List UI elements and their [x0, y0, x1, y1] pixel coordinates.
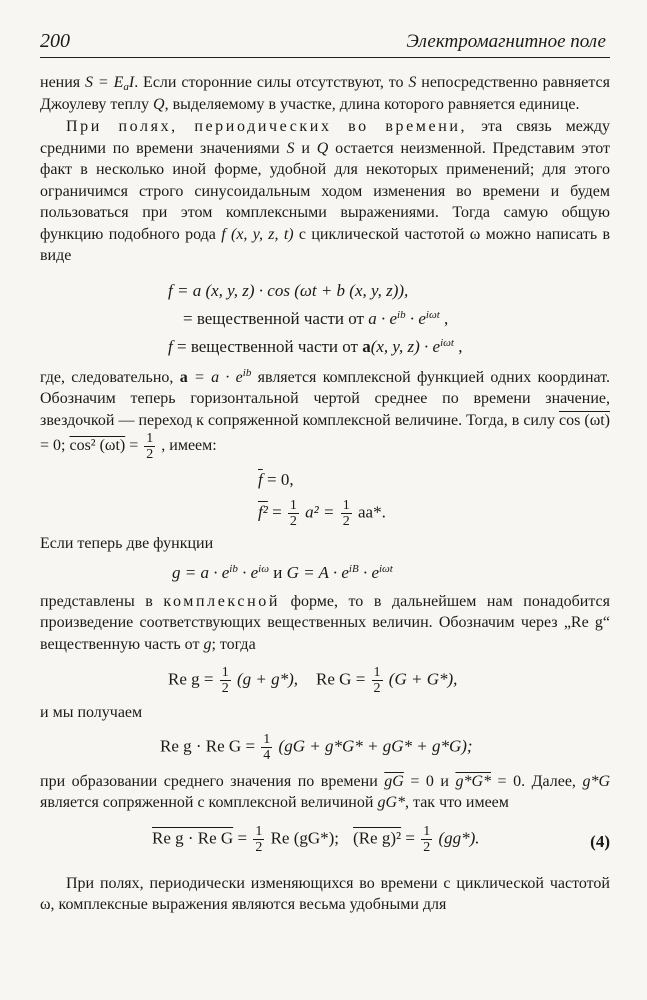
page-number: 200: [40, 30, 70, 52]
equation-real-part-2: f = вещественной части от a(x, y, $z) \cdot e^{i\omega t}$ ,: [168, 336, 463, 356]
running-title: Электромагнитное поле: [406, 31, 606, 52]
equation-f-cos: f = a (x, y, z) · cos (ωt + b (x, y, z)),: [168, 280, 409, 300]
equation-f-squared-mean: f² = $\frac{1}{2}$ a² = $\frac{1}{2}$ aa*.: [258, 498, 386, 529]
paragraph-5: представлены в комплексной форме, то в дальнейшем нам понадобится произведение соответствующих вещественных величин. Обозначим через „Re g“ вещественную часть от g; тогда: [40, 592, 610, 653]
paragraph-1: нения $S = E_aI$. Если сторонние силы отсутствуют, то S непосредственно равняется Джоулеву теплу Q, выделяемому в участке, длина которого равняется единице.: [40, 74, 611, 113]
paragraph-6: и мы получаем: [40, 704, 143, 721]
equation-f-mean-zero: $\overline{f} = 0$,: [258, 470, 294, 489]
paragraph-2: При полях, периодических во времени, эта связь между средними по времени значениями S и Q остается неизменной. Представим этот факт в несколько иной форме, удобной для некоторых применений; для этого ограничимся строго синусоидальным ходом изменения во времени и будем пользоваться при этом комплексными выражениями. Тогда самую общую функцию подобного рода f (x, y, z, t) с циклической частотой ω можно написать в виде: [40, 118, 611, 264]
paragraph-7: при образовании среднего значения по времени $\overline{gG} = 0$ и g*G* = 0. Далее, g*G является сопряженной с комплексной величиной gG*, так что имеем: [40, 772, 610, 811]
equation-g-and-G: $g = a \cdot e^{ib} \cdot e^{i\omega}$ и $G = A \cdot e^{iB} \cdot e^{i\omega t}$: [172, 562, 393, 582]
running-header: [40, 30, 610, 58]
equation-4: Re g · Re G = $\frac{1}{2}$ Re (gG*); (Re g)² = $\frac{1}{2}$ (gg*). (4): [152, 823, 610, 855]
equation-block-2: [40, 468, 610, 529]
paragraph-8: При полях, периодически изменяющихся во времени с циклической частотой ω, комплексные выражения являются весьма удобными для: [40, 874, 610, 913]
equation-product: Re g · Re G = $\frac{1}{4}$ (gG + g*G* + gG* + g*G);: [160, 731, 473, 763]
paragraph-3: где, следовательно, $a = a \cdot e^{ib}$ является комплексной функцией одних координат. Обозначим теперь горизонтальной чертой среднее по времени значение, звездочкой — переход к сопряженной комплексной величине. Тогда, в силу cos (ωt) = 0; cos² (ωt) = $\frac{1}{2}$ , имеем:: [40, 366, 611, 462]
equation-real-parts: Re g = $\frac{1}{2}$ (g + g*), Re G = $\frac{1}{2}$ (G + G*),: [168, 665, 458, 696]
equation-block-1: [40, 279, 610, 359]
paragraph-4: Если теперь две функции: [40, 535, 214, 552]
fraction-half: $\frac{1}{2}$: [146, 431, 154, 462]
equation-real-part-1: = вещественной части от $a \cdot e^{ib} \cdot e^{i\omega t}$ ,: [183, 308, 449, 328]
page: [40, 30, 610, 916]
equation-number: (4): [590, 831, 610, 851]
